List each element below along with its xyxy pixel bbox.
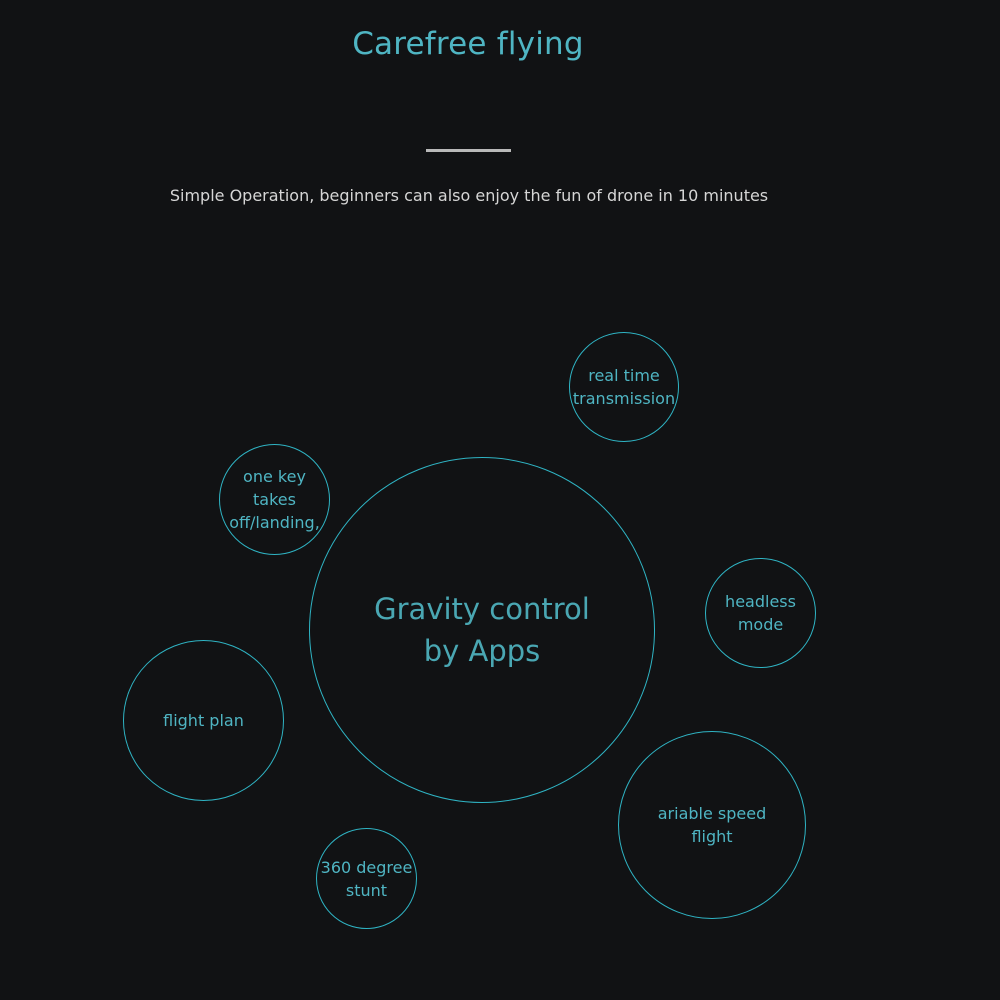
feature-360-degree-stunt-label: 360 degree stunt xyxy=(320,857,413,900)
feature-variable-speed-flight xyxy=(618,731,806,919)
feature-gravity-control xyxy=(309,457,655,803)
page-subtitle: Simple Operation, beginners can also enjoy the fun of drone in 10 minutes xyxy=(169,186,769,205)
feature-real-time-transmission xyxy=(569,332,679,442)
feature-flight-plan xyxy=(123,640,284,801)
feature-one-key-takeoff xyxy=(219,444,330,555)
feature-gravity-control-label: Gravity control by Apps xyxy=(374,592,590,668)
page-title: Carefree flying xyxy=(352,26,584,62)
feature-headless-mode-label: headless mode xyxy=(725,592,796,634)
feature-headless-mode xyxy=(705,558,816,668)
feature-real-time-transmission-label: real time transmission xyxy=(572,366,676,408)
feature-one-key-takeoff-label: one key takes off/landing, xyxy=(229,467,320,532)
feature-flight-plan-label: flight plan xyxy=(163,711,244,730)
feature-360-degree-stunt xyxy=(316,828,417,929)
title-divider xyxy=(426,149,511,152)
feature-variable-speed-flight-label: ariable speed flight xyxy=(657,804,767,846)
